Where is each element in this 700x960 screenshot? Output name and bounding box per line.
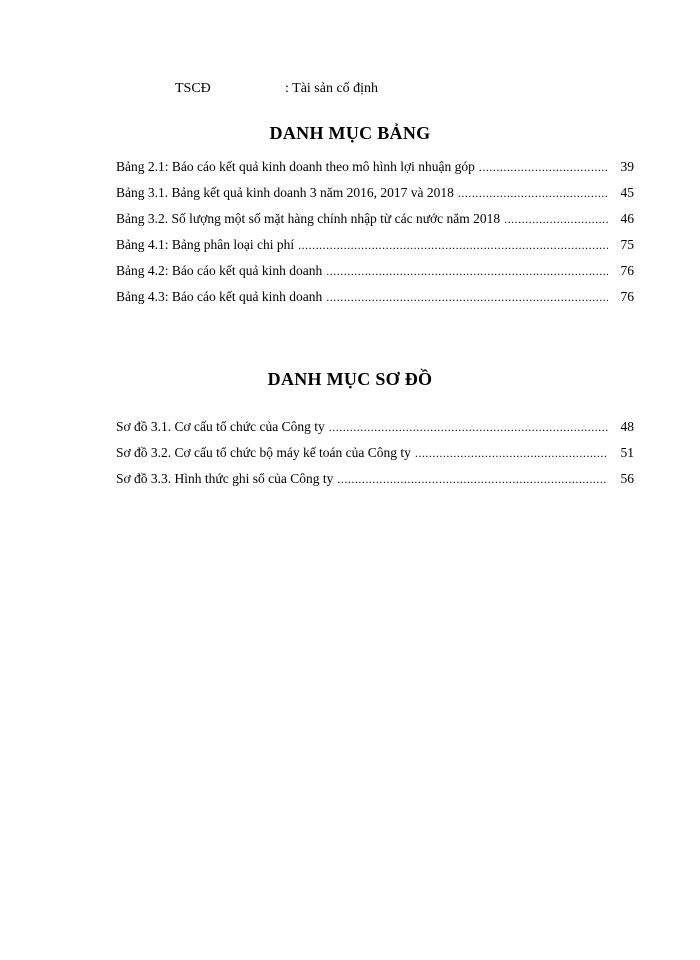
toc-entry-page: 51 <box>620 445 634 460</box>
dot-leader <box>458 186 608 201</box>
dot-leader <box>326 264 608 279</box>
toc-entry-label: Sơ đồ 3.2. Cơ cấu tổ chức bộ máy kế toán của Công ty <box>116 445 411 460</box>
toc-entry-page: 48 <box>620 419 634 434</box>
dot-leader <box>329 420 608 435</box>
toc-entry <box>116 419 634 445</box>
toc-entry <box>116 185 634 211</box>
toc-entry-page: 75 <box>620 237 634 252</box>
abbreviation-row <box>0 81 700 103</box>
toc-entry-label: Bảng 4.3: Báo cáo kết quả kinh doanh <box>116 289 323 304</box>
toc-entry-page: 76 <box>620 289 634 304</box>
toc-entry-page: 39 <box>620 159 634 174</box>
dot-leader <box>337 472 608 487</box>
toc-entry-label: Bảng 4.1: Bảng phân loại chi phí <box>116 237 295 252</box>
toc-entry-label: Bảng 3.1. Bảng kết quả kinh doanh 3 năm 2016, 2017 và 2018 <box>116 185 454 200</box>
toc-entry-label: Bảng 4.2: Báo cáo kết quả kinh doanh <box>116 263 323 278</box>
dot-leader <box>298 238 608 253</box>
toc-entry-label: Bảng 2.1: Báo cáo kết quả kinh doanh theo mô hình lợi nhuận góp <box>116 159 475 174</box>
toc-entry <box>116 211 634 237</box>
toc-entry <box>116 159 634 185</box>
toc-entry-label: Sơ đồ 3.1. Cơ cấu tổ chức của Công ty <box>116 419 325 434</box>
diagrams-section-title: DANH MỤC SƠ ĐỒ <box>267 369 433 389</box>
diagrams-list <box>116 419 634 497</box>
toc-entry-page: 56 <box>620 471 634 486</box>
dot-leader <box>504 212 608 227</box>
toc-entry <box>116 263 634 289</box>
abbreviation-term: TSCĐ <box>175 81 211 96</box>
abbreviation-definition: : Tài sản cố định <box>285 81 379 96</box>
toc-entry-page: 45 <box>620 185 634 200</box>
toc-entry <box>116 237 634 263</box>
tables-section-title: DANH MỤC BẢNG <box>269 123 431 143</box>
dot-leader <box>415 446 608 461</box>
toc-entry-label: Sơ đồ 3.3. Hình thức ghi sổ của Công ty <box>116 471 334 486</box>
toc-entry-page: 76 <box>620 263 634 278</box>
dot-leader <box>326 290 608 305</box>
toc-entry <box>116 471 634 497</box>
toc-entry-label: Bảng 3.2. Số lượng một số mặt hàng chính nhập từ các nước năm 2018 <box>116 211 501 226</box>
toc-entry <box>116 289 634 315</box>
tables-list <box>116 159 634 315</box>
dot-leader <box>479 160 608 175</box>
toc-entry-page: 46 <box>620 211 634 226</box>
toc-entry <box>116 445 634 471</box>
